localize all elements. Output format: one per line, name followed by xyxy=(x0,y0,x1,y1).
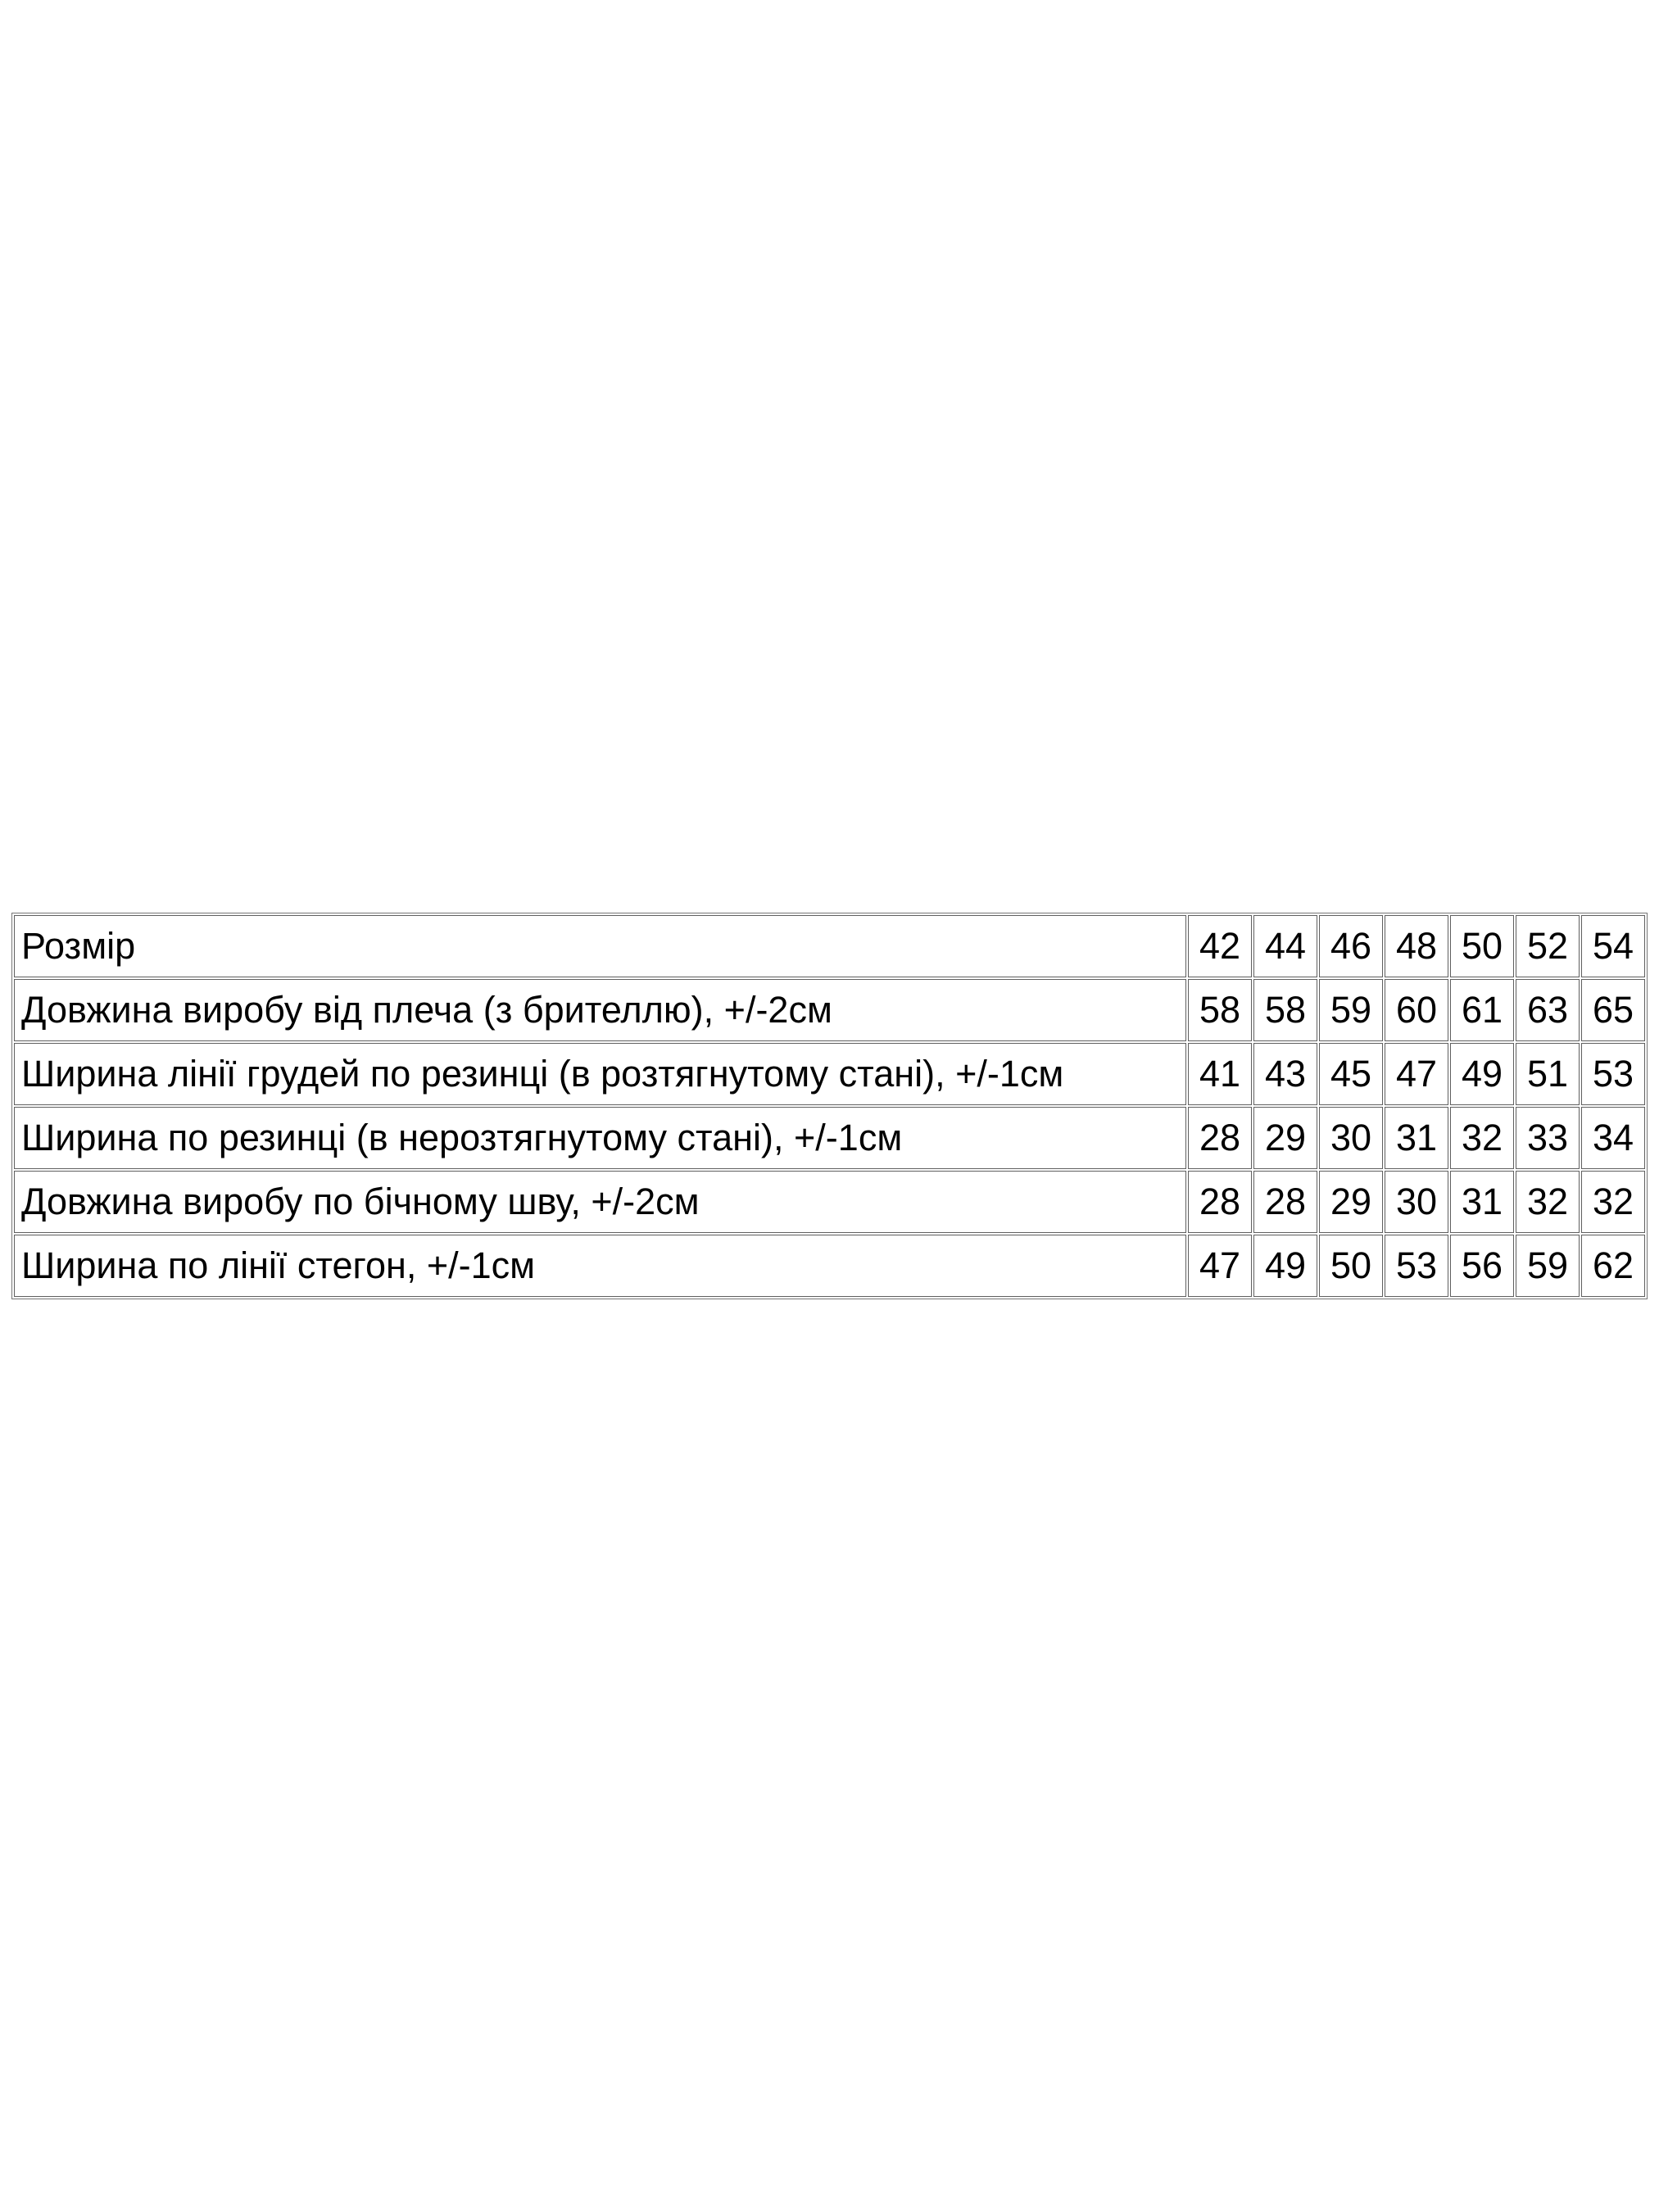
size-value-cell: 58 xyxy=(1253,979,1317,1041)
size-value-cell: 47 xyxy=(1385,1043,1448,1105)
size-value-cell: 32 xyxy=(1516,1171,1580,1233)
size-value-cell: 62 xyxy=(1581,1235,1645,1297)
size-value-cell: 54 xyxy=(1581,915,1645,977)
row-label: Довжина виробу від плеча (з брителлю), +/-2см xyxy=(14,979,1186,1041)
size-value-cell: 30 xyxy=(1385,1171,1448,1233)
size-value-cell: 31 xyxy=(1450,1171,1514,1233)
size-table xyxy=(11,913,1648,1299)
size-value-cell: 50 xyxy=(1450,915,1514,977)
size-value-cell: 51 xyxy=(1516,1043,1580,1105)
size-value-cell: 48 xyxy=(1385,915,1448,977)
table-row xyxy=(14,1171,1645,1233)
row-label: Розмір xyxy=(14,915,1186,977)
size-value-cell: 34 xyxy=(1581,1107,1645,1169)
size-value-cell: 44 xyxy=(1253,915,1317,977)
size-value-cell: 33 xyxy=(1516,1107,1580,1169)
size-value-cell: 46 xyxy=(1319,915,1383,977)
size-value-cell: 41 xyxy=(1188,1043,1252,1105)
size-value-cell: 42 xyxy=(1188,915,1252,977)
size-value-cell: 28 xyxy=(1253,1171,1317,1233)
table-row xyxy=(14,915,1645,977)
size-value-cell: 45 xyxy=(1319,1043,1383,1105)
size-value-cell: 53 xyxy=(1385,1235,1448,1297)
row-label: Довжина виробу по бічному шву, +/-2см xyxy=(14,1171,1186,1233)
size-value-cell: 32 xyxy=(1450,1107,1514,1169)
size-value-cell: 60 xyxy=(1385,979,1448,1041)
size-value-cell: 32 xyxy=(1581,1171,1645,1233)
size-value-cell: 59 xyxy=(1319,979,1383,1041)
size-value-cell: 47 xyxy=(1188,1235,1252,1297)
size-value-cell: 59 xyxy=(1516,1235,1580,1297)
size-value-cell: 29 xyxy=(1253,1107,1317,1169)
size-value-cell: 61 xyxy=(1450,979,1514,1041)
row-label: Ширина лінії грудей по резинці (в розтягнутому стані), +/-1см xyxy=(14,1043,1186,1105)
size-value-cell: 56 xyxy=(1450,1235,1514,1297)
size-value-cell: 63 xyxy=(1516,979,1580,1041)
size-value-cell: 43 xyxy=(1253,1043,1317,1105)
size-value-cell: 53 xyxy=(1581,1043,1645,1105)
size-value-cell: 65 xyxy=(1581,979,1645,1041)
table-row xyxy=(14,979,1645,1041)
size-value-cell: 28 xyxy=(1188,1171,1252,1233)
table-row xyxy=(14,1235,1645,1297)
size-value-cell: 30 xyxy=(1319,1107,1383,1169)
size-value-cell: 31 xyxy=(1385,1107,1448,1169)
size-value-cell: 50 xyxy=(1319,1235,1383,1297)
size-value-cell: 58 xyxy=(1188,979,1252,1041)
table-row xyxy=(14,1107,1645,1169)
row-label: Ширина по лінії стегон, +/-1см xyxy=(14,1235,1186,1297)
size-value-cell: 52 xyxy=(1516,915,1580,977)
row-label: Ширина по резинці (в нерозтягнутому стані), +/-1см xyxy=(14,1107,1186,1169)
size-value-cell: 49 xyxy=(1450,1043,1514,1105)
size-value-cell: 29 xyxy=(1319,1171,1383,1233)
table-row xyxy=(14,1043,1645,1105)
size-value-cell: 49 xyxy=(1253,1235,1317,1297)
size-value-cell: 28 xyxy=(1188,1107,1252,1169)
